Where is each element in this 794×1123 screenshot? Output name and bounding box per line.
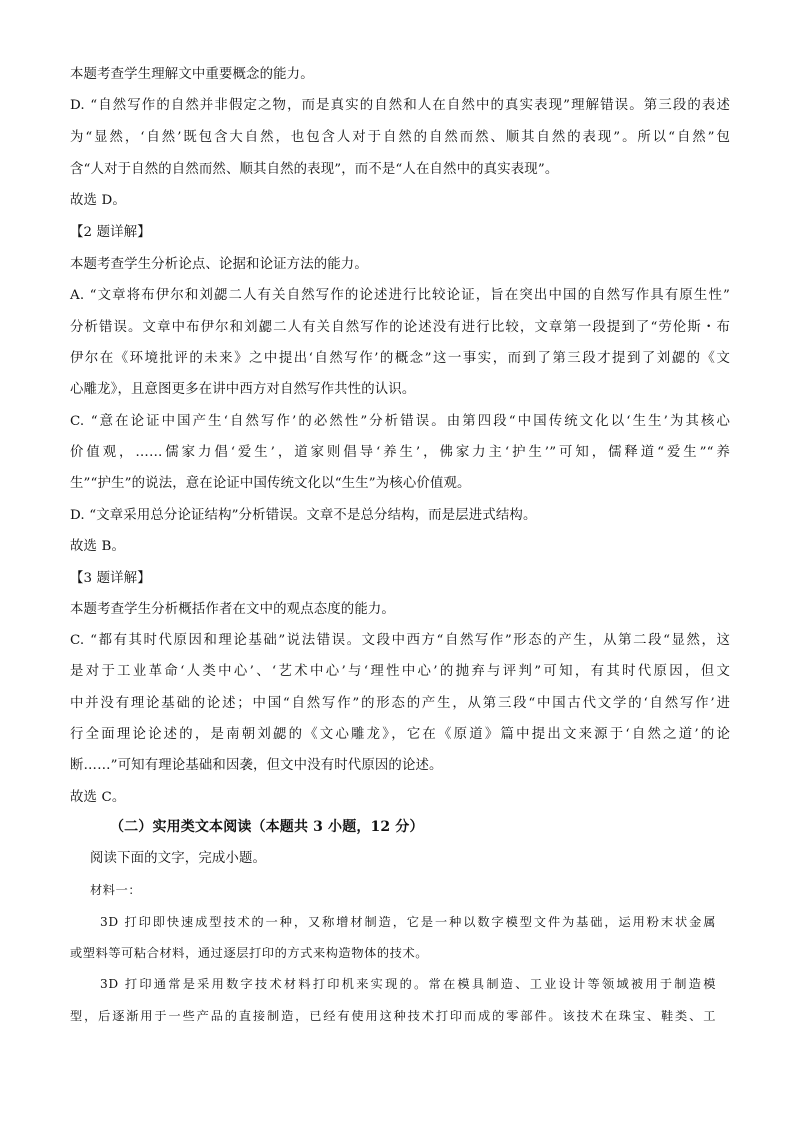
text-line: 故选 B。 bbox=[70, 539, 126, 554]
text-line: 本题考查学生理解文中重要概念的能力。 bbox=[70, 67, 314, 82]
text-line: 含“人对于自然的自然而然、顺其自然的表现”，而不是“人在自然中的真实表现”。 bbox=[70, 162, 559, 177]
question-heading: 【2 题详解】 bbox=[70, 225, 151, 240]
text-line: 生”“护生”的说法，意在论证中国传统文化以“生生”为核心价值观。 bbox=[70, 476, 471, 491]
material-line: 3D 打印即快速成型技术的一种，又称增材制造，它是一种以数字模型文件为基础，运用粉末状金属 bbox=[100, 915, 716, 929]
question-heading: 【3 题详解】 bbox=[70, 571, 151, 586]
text-line: C. “意在论证中国产生‘自然写作’的必然性”分析错误。由第四段“中国传统文化以‘生生’为其核心 bbox=[70, 414, 730, 429]
text-line: 故选 D。 bbox=[70, 193, 126, 208]
text-line: 心雕龙》，且意图更多在讲中西方对自然写作共性的认识。 bbox=[70, 382, 416, 397]
text-line: 价值观，……儒家力倡‘爱生’，道家则倡导‘养生’，佛家力主‘护生’”可知，儒释道“爱生”“养 bbox=[70, 445, 730, 460]
text-line: 为“显然，‘自然’既包含大自然，也包含人对于自然的自然而然、顺其自然的表现”。所以“自然”包 bbox=[70, 130, 730, 145]
instruction-text: 阅读下面的文字，完成小题。 bbox=[90, 851, 267, 866]
material-line: 3D 打印通常是采用数字技术材料打印机来实现的。常在模具制造、工业设计等领域被用于制造模 bbox=[100, 977, 716, 991]
text-line: D. “自然写作的自然并非假定之物，而是真实的自然和人在自然中的真实表现”理解错误。第三段的表述 bbox=[70, 98, 730, 113]
text-line: 分析错误。文章中布伊尔和刘勰二人有关自然写作的论述没有进行比较，文章第一段提到了“劳伦斯・布 bbox=[70, 320, 730, 335]
text-line: 行全面理论论述的，是南朝刘勰的《文心雕龙》，它在《原道》篇中提出文来源于‘自然之道’的论 bbox=[70, 727, 730, 742]
material-line: 型，后逐渐用于一些产品的直接制造，已经有使用这种技术打印而成的零部件。该技术在珠宝、鞋类、工 bbox=[70, 1009, 716, 1023]
text-line: C. “都有其时代原因和理论基础”说法错误。文段中西方“自然写作”形态的产生，从第二段“显然，这 bbox=[70, 633, 730, 648]
text-line: 本题考查学生分析论点、论据和论证方法的能力。 bbox=[70, 257, 368, 272]
text-line: 伊尔在《环境批评的未来》之中提出‘自然写作’的概念”这一事实，而到了第三段才提到了刘勰的《文 bbox=[70, 351, 730, 366]
material-label: 材料一： bbox=[90, 883, 142, 897]
section-heading: （二）实用类文本阅读（本题共 3 小题，12 分） bbox=[110, 819, 424, 835]
text-line: D. “文章采用总分论证结构”分析错误。文章不是总分结构，而是层进式结构。 bbox=[70, 508, 537, 523]
text-line: A. “文章将布伊尔和刘勰二人有关自然写作的论述进行比较论证，旨在突出中国的自然写作具有原生性” bbox=[70, 288, 730, 303]
material-line: 或塑料等可粘合材料，通过逐层打印的方式来构造物体的技术。 bbox=[70, 946, 429, 960]
text-line: 本题考查学生分析概括作者在文中的观点态度的能力。 bbox=[70, 602, 395, 617]
text-line: 断……”可知有理论基础和因袭，但文中没有时代原因的论述。 bbox=[70, 758, 443, 773]
text-line: 故选 C。 bbox=[70, 790, 126, 805]
text-line: 中并没有理论基础的论述；中国“自然写作”的形态的产生，从第三段“中国古代文学的‘自然写作’进 bbox=[70, 696, 730, 711]
text-line: 是对于工业革命‘人类中心’、‘艺术中心’与‘理性中心’的抛弃与评判”可知，有其时代原因，但文 bbox=[70, 664, 730, 679]
